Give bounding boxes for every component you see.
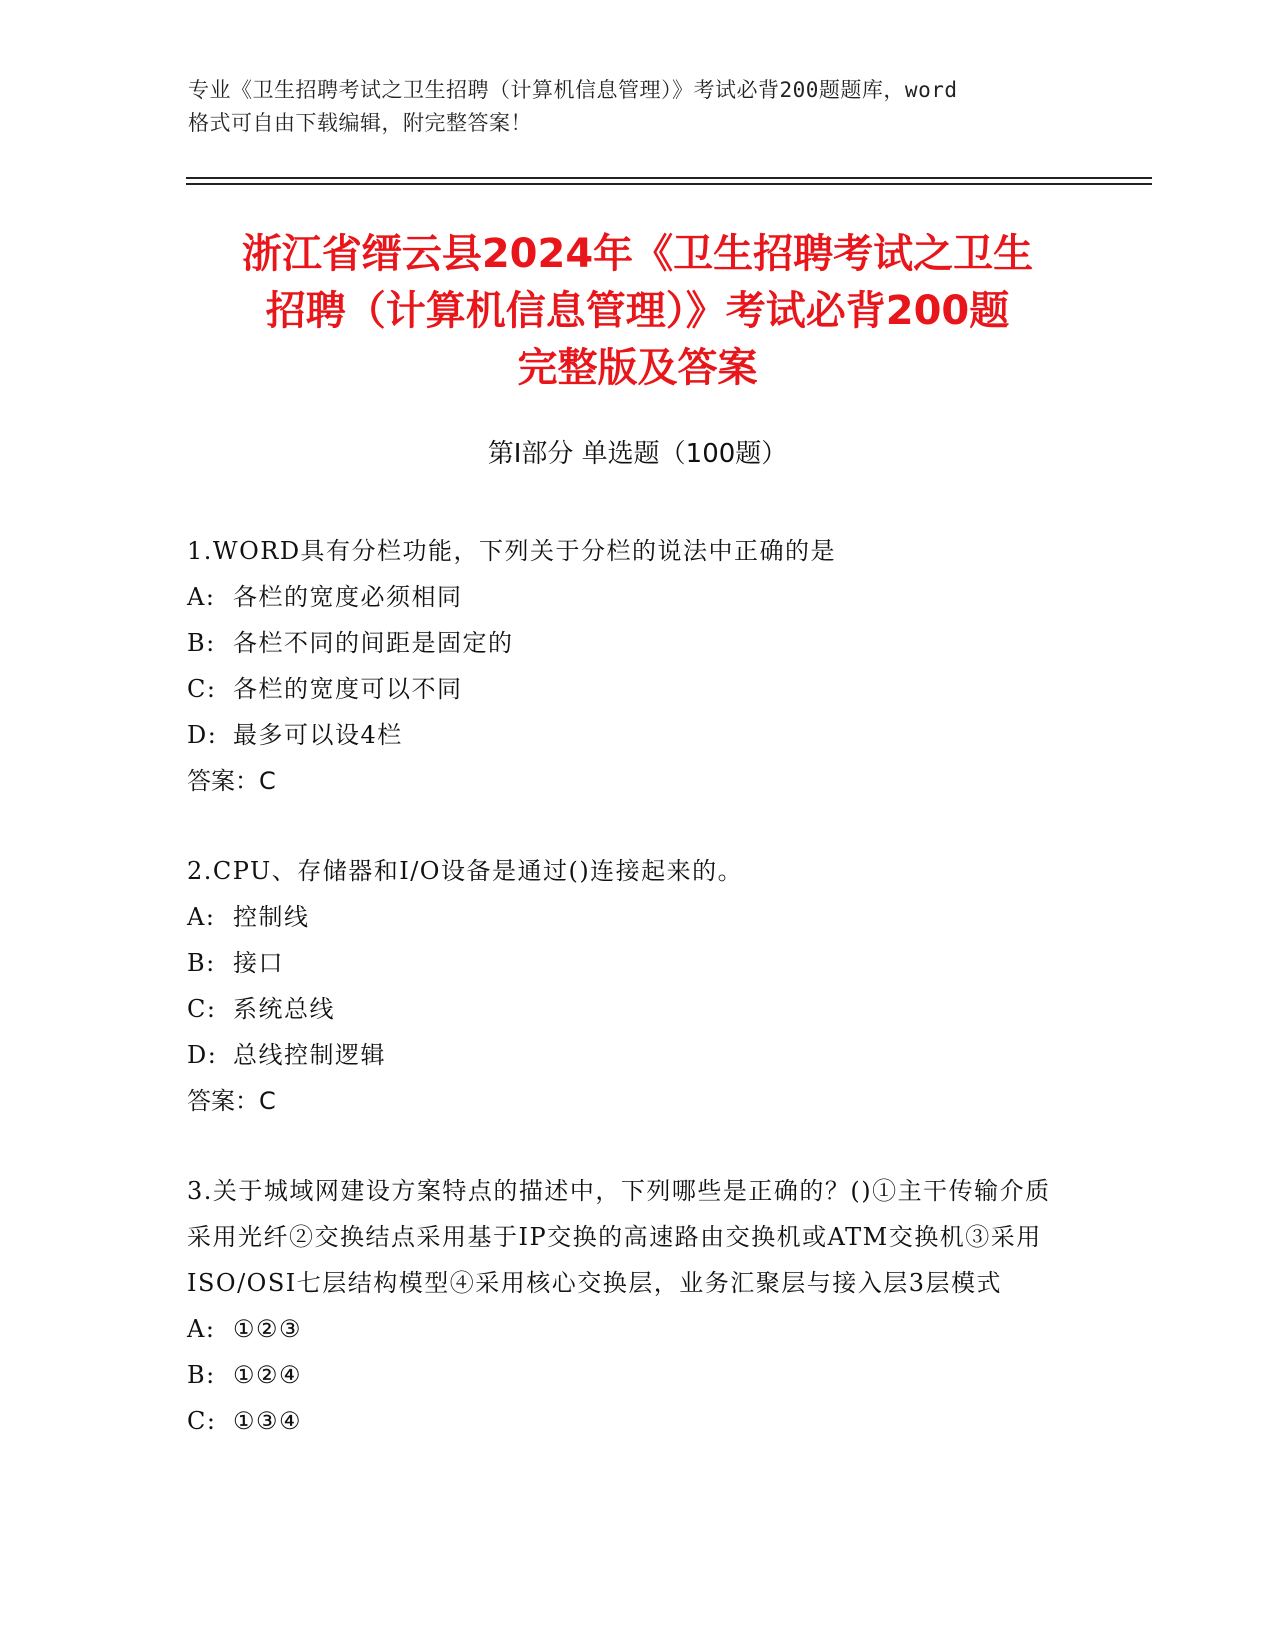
option-letter: A: [187, 583, 216, 611]
option-a [187, 894, 1087, 940]
option-d [187, 1032, 1087, 1078]
option-text: 各栏的宽度必须相同 [233, 583, 463, 611]
option-text: 各栏的宽度可以不同 [233, 675, 463, 703]
question-2 [187, 848, 1087, 1124]
option-text: 控制线 [233, 903, 310, 931]
header-divider-bottom [186, 183, 1152, 185]
option-letter: B: [187, 1361, 216, 1389]
option-a [187, 1306, 1087, 1352]
header-note [188, 74, 1088, 140]
option-c [187, 666, 1087, 712]
option-a [187, 574, 1087, 620]
answer: 答案：C [187, 767, 276, 795]
question-1 [187, 528, 1087, 804]
section-heading: 第Ⅰ部分 单选题（100题） [487, 439, 788, 469]
option-text: 总线控制逻辑 [233, 1041, 386, 1069]
question-3 [187, 1168, 1087, 1444]
option-letter: B: [187, 629, 216, 657]
header-note-line-2: 格式可自由下载编辑，附完整答案！ [188, 111, 532, 135]
option-b [187, 940, 1087, 986]
option-letter: D: [187, 721, 218, 749]
option-letter: A: [187, 1315, 216, 1343]
option-text: 系统总线 [233, 995, 335, 1023]
option-letter: C: [187, 995, 217, 1023]
header-note-line-1: 专业《卫生招聘考试之卫生招聘（计算机信息管理）》考试必背200题题库，word [188, 78, 958, 102]
option-c [187, 986, 1087, 1032]
option-d [187, 712, 1087, 758]
option-b [187, 1352, 1087, 1398]
question-stem: 1.WORD具有分栏功能，下列关于分栏的说法中正确的是 [187, 537, 837, 565]
document-title-line-1: 浙江省缙云县2024年《卫生招聘考试之卫生 [241, 231, 1034, 277]
option-c [187, 1398, 1087, 1444]
option-letter: D: [187, 1041, 218, 1069]
header-divider-top [186, 177, 1152, 179]
document-title-line-2: 招聘（计算机信息管理）》考试必背200题 [265, 288, 1010, 334]
option-letter: C: [187, 675, 217, 703]
option-letter: B: [187, 949, 216, 977]
option-letter: C: [187, 1407, 217, 1435]
option-text: 各栏不同的间距是固定的 [233, 629, 514, 657]
question-list [187, 528, 1087, 1488]
option-text: ①②④ [233, 1361, 303, 1389]
answer: 答案：C [187, 1087, 276, 1115]
option-text: ①③④ [233, 1407, 303, 1435]
document-title [150, 226, 1125, 397]
question-stem: 3.关于城域网建设方案特点的描述中，下列哪些是正确的？()①主干传输介质采用光纤②交换结点采用基于IP交换的高速路由交换机或ATM交换机③采用ISO/OSI七层结构模型④采用核心交换层，业务汇聚层与接入层3层模式 [187, 1177, 1051, 1297]
option-b [187, 620, 1087, 666]
question-stem: 2.CPU、存储器和I/O设备是通过()连接起来的。 [187, 857, 744, 885]
document-title-line-3: 完整版及答案 [517, 345, 758, 391]
option-text: 最多可以设4栏 [233, 721, 403, 749]
option-text: 接口 [233, 949, 284, 977]
option-letter: A: [187, 903, 216, 931]
option-text: ①②③ [233, 1315, 303, 1343]
